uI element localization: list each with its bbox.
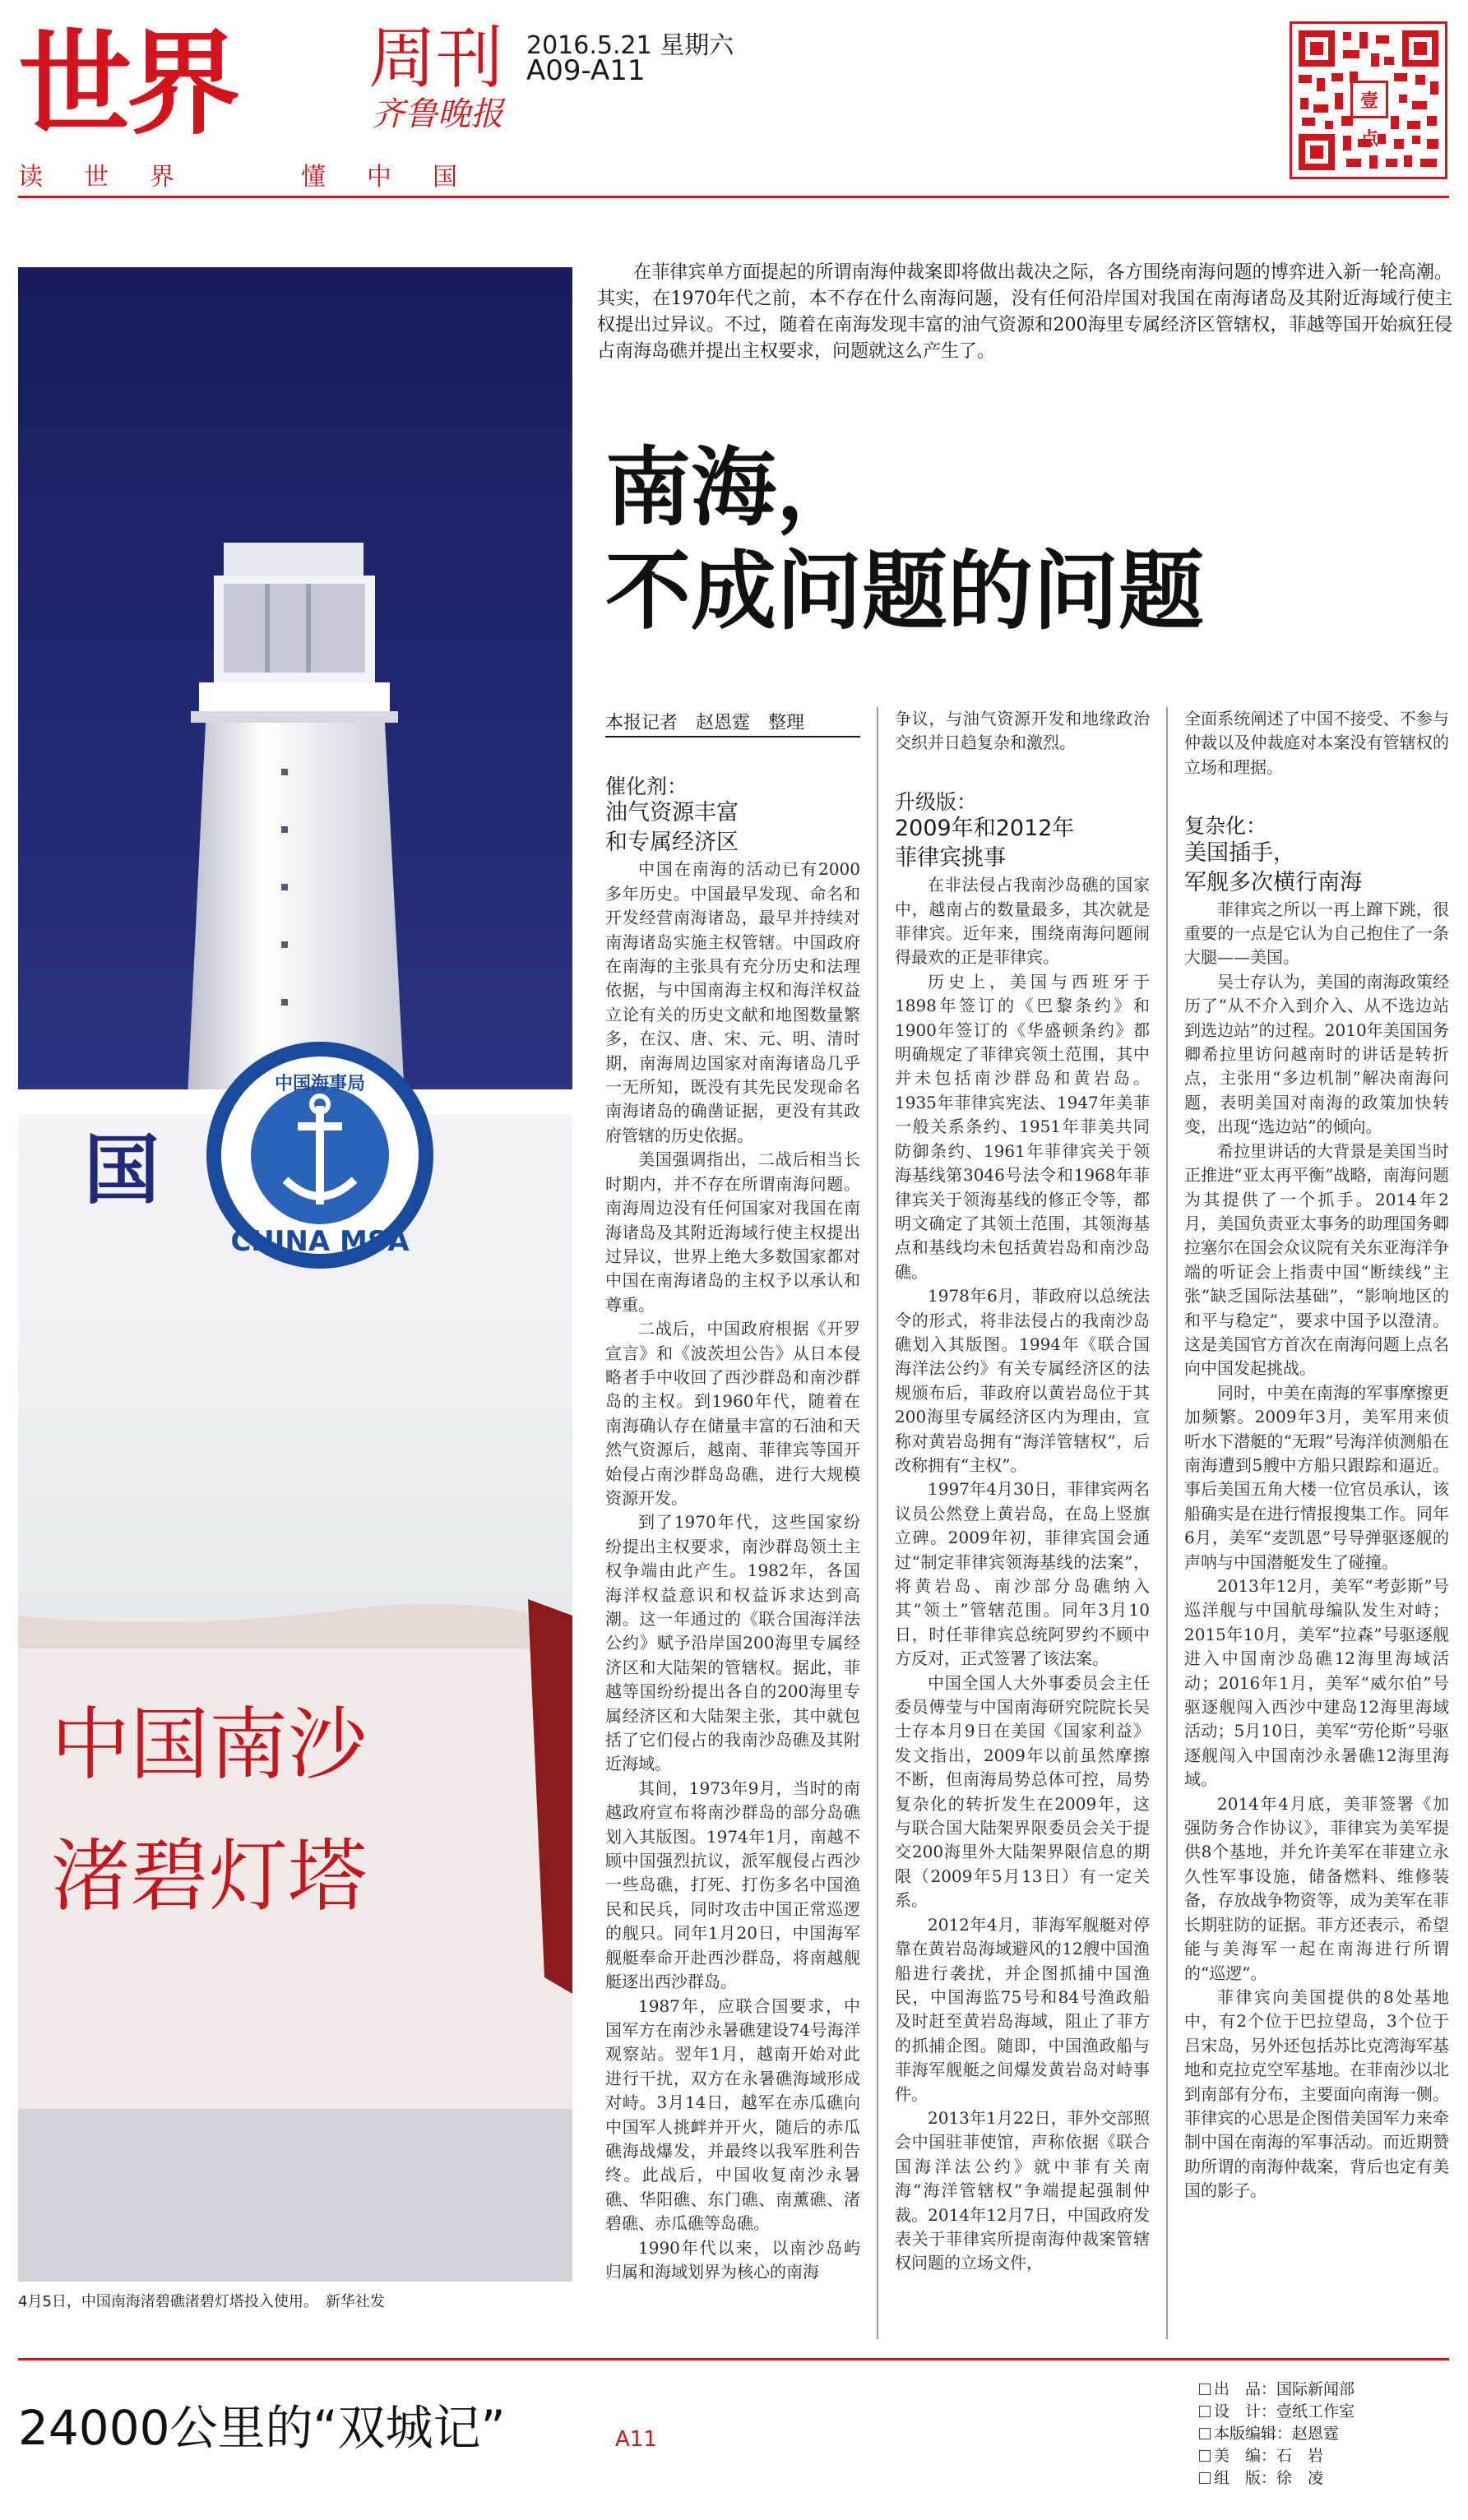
- masthead-logo: 世界: [18, 18, 236, 150]
- paragraph: 在非法侵占我南沙岛礁的国家中，越南占的数量最多，其次就是菲律宾。近年来，围绕南海问题闹得最欢的正是菲律宾。: [895, 875, 1150, 968]
- paragraph: 2013年1月22日，菲外交部照会中国驻菲使馆，声称依据《联合国海洋法公约》就中菲有关南海“海洋管辖权”争端提起强制仲裁。2014年12月7日，中国政府发表关于菲律宾所提南海仲裁案管辖权问题的立场文件，: [895, 2107, 1150, 2273]
- section-title: [895, 814, 1150, 873]
- article-intro: 在菲律宾单方面提起的所谓南海仲裁案即将做出裁决之际，各方围绕南海问题的博弈进入新一轮高潮。其实，在1970年代之前，本不存在什么南海问题，没有任何沿岸国对我国在南海诸岛及其附近海域行使主权提出过异议。不过，随着在南海发现丰富的油气资源和200海里专属经济区管辖权，菲越等国开始疯狂侵占南海岛礁并提出主权要求，问题就这么产生了。: [597, 262, 1452, 362]
- paragraph: 2013年12月，美军“考彭斯”号巡洋舰与中国航母编队发生对峙；2015年10月，美军“拉森”号驱逐舰进入中国南沙岛礁12海里海域活动；2016年1月，美军“威尔伯”号驱逐舰闯入西沙中建岛12海里海域活动；5月10日，美军“劳伦斯”号驱逐舰闯入中国南沙永暑礁12海里海域。: [1184, 1576, 1449, 1790]
- credit-line: 美 编：石 岩: [1199, 2445, 1446, 2467]
- headline-line-1: 南海，: [605, 437, 863, 538]
- paragraph: 1978年6月，菲政府以总统法令的形式，将非法侵占的我南沙岛礁划入其版图。1994年《联合国海洋法公约》有关专属经济区的法规颁布后，菲政府以黄岩岛位于其200海里专属经济区内为理由，宣称对黄岩岛拥有“海洋管辖权”，后改称拥有“主权”。: [895, 1286, 1150, 1475]
- paragraph: 吴士存认为，美国的南海政策经历了“从不介入到介入、从不选边站到选边站”的过程。2010年美国国务卿希拉里访问越南时的讲话是转折点，主张用“多边机制”解决南海问题，表明美国对南海的政策加快转变，出现“选边站”的倾向。: [1184, 971, 1449, 1137]
- section-kicker: 催化剂：: [605, 774, 688, 798]
- banner-line-1: 中国南沙: [51, 1699, 367, 1791]
- paragraph: 中国在南海的活动已有2000多年历史。中国最早发现、命名和开发经营南海诸岛，最早并持续对南海诸岛实施主权管辖。中国政府在南海的主张具有充分历史和法理依据，与中国南海主权和海洋权益立论有关的历史文献和地图数量繁多，在汉、唐、宋、元、明、清时期，南海周边国家对南海诸岛几乎一无所知，既没有其先民发现命名南海诸岛的确凿证据，更没有其政府管辖的历史依据。: [605, 859, 860, 1145]
- section-title-line: 美国插手，: [1184, 839, 1295, 866]
- paragraph: 2014年4月底，美菲签署《加强防务合作协议》，菲律宾为美军提供8个基地，并允许美军在菲建立永久性军事设施，储备燃料、维修装备，存放战争物资等，成为美军在菲长期驻防的证据。菲方还表示，希望能与美海军一起在南海进行所谓的“巡逻”。: [1184, 1793, 1449, 1983]
- byline: 本报记者 赵恩霆 整理: [605, 713, 805, 733]
- credits-box: [1199, 2379, 1446, 2490]
- emblem-top-text: 中国海事局: [274, 1074, 366, 1094]
- masthead-rule: [18, 196, 1449, 198]
- article-column-2: [895, 707, 1150, 2341]
- footer-rule: [18, 2358, 1449, 2360]
- article-headline: [605, 436, 1204, 643]
- masthead-slogan: [18, 156, 498, 192]
- paragraph: 2012年4月，菲海军舰艇对停靠在黄岩岛海域避风的12艘中国渔船进行袭扰，并企图抓捕中国渔民，中国海监75号和84号渔政船及时赶至黄岩岛海域，阻止了菲方的抓捕企图。随即，中国渔政船与菲海军舰艇之间爆发黄岩岛对峙事件。: [895, 1914, 1150, 2104]
- paragraph: 菲律宾向美国提供的8处基地中，有2个位于巴拉望岛，3个位于吕宋岛，另外还包括苏比克湾海军基地和克拉克空军基地。在菲南沙以北到南部有分布，主要面向南海一侧。菲律宾的心思是企图借美国军力来牵制中国在南海的军事活动。而近期赞助所谓的南海仲裁案，背后也定有美国的影子。: [1184, 1986, 1449, 2201]
- slogan-char: 读: [18, 163, 46, 192]
- masthead-brand: 齐鲁晚报: [372, 95, 503, 133]
- section-title: [1184, 839, 1449, 898]
- article-column-1: [605, 774, 860, 2341]
- paragraph: 同时，中美在南海的军事摩擦更加频繁。2009年3月，美军用来侦听水下潜艇的“无瑕”号海洋侦测船在南海遭到5艘中方船只跟踪和逼近。事后美国五角大楼一位官员承认，该船确实是在进行情报搜集工作。同年6月，美军“麦凯恩”号导弹驱逐舰的声呐与中国潜艇发生了碰撞。: [1184, 1382, 1449, 1572]
- paragraph-continued: 争议，与油气资源开发和地缘政治交织并日趋复杂和激烈。: [895, 709, 1150, 753]
- paragraph: 菲律宾之所以一再上蹿下跳，很重要的一点是它认为自己抱住了一条大腿——美国。: [1184, 899, 1449, 968]
- issue-date: 2016.5.21 星期六: [526, 31, 734, 60]
- credit-line: 组 版：徐 凌: [1199, 2467, 1446, 2490]
- slogan-char: 中: [367, 163, 395, 192]
- section-title-line: 油气资源丰富: [605, 800, 739, 826]
- lighthouse-photo: [18, 267, 572, 2282]
- emblem-bottom-text: CHINA MSA: [230, 1225, 410, 1258]
- svg-text:国: 国: [84, 1126, 160, 1214]
- paragraph: 美国强调指出，二战后相当长时期内，并不存在所谓南海问题。南海周边没有任何国家对我国在南海诸岛及其附近海域行使主权提出过异议，世界上绝大多数国家都对中国在南海诸岛的主权予以承认和尊重。: [605, 1149, 860, 1315]
- section-title: [605, 798, 860, 858]
- credit-line: 本版编辑：赵恩霆: [1199, 2423, 1446, 2445]
- paragraph: 历史上，美国与西班牙于1898年签订的《巴黎条约》和1900年签订的《华盛顿条约》都明确规定了菲律宾领土范围，其中并未包括南沙群岛和黄岩岛。1935年菲律宾宪法、1947年美菲一般关系条约、1951年菲美共同防御条约、1961年菲律宾关于领海基线第3046号法令和1968年菲律宾关于领海基线的修正令等，都明文确定了其领土范围，其领海基点和基线均未包括黄岩岛和南沙岛礁。: [895, 971, 1150, 1282]
- section-kicker: 升级版：: [895, 789, 978, 814]
- credit-line: 设 计：壹纸工作室: [1199, 2401, 1446, 2423]
- paragraph: 二战后，中国政府根据《开罗宣言》和《波茨坦公告》从日本侵略者手中收回了西沙群岛和南沙群岛的主权。到1960年代，随着在南海确认存在储量丰富的石油和天然气资源后，越南、菲律宾等国开始侵占南沙群岛岛礁，进行大规模资源开发。: [605, 1319, 860, 1508]
- section-title-line: 菲律宾挑事: [895, 845, 1006, 872]
- section-title-line: 2009年和2012年: [895, 816, 1075, 842]
- page-range: A09-A11: [526, 54, 646, 87]
- slogan-char: 懂: [301, 163, 329, 192]
- paragraph: 其间，1973年9月，当时的南越政府宣布将南沙群岛的部分岛礁划入其版图。1974年1月，南越不顾中国强烈抗议，派军舰侵占西沙一些岛礁，打死、打伤多名中国渔民和民兵，同时攻击中国正常巡逻的舰只。同年1月20日，中国海军舰艇奉命开赴西沙群岛，将南越舰艇逐出西沙群岛。: [605, 1778, 860, 1992]
- byline-rule: [605, 736, 860, 738]
- section-title-line: 和专属经济区: [605, 830, 739, 856]
- next-story-teaser[interactable]: 24000公里的“双城记”: [18, 2400, 506, 2456]
- headline-line-2: 不成问题的问题: [605, 541, 1205, 641]
- paragraph: 1987年，应联合国要求，中国军方在南沙永暑礁建设74号海洋观察站。翌年1月，越南开始对此进行干扰，双方在永暑礁海域形成对峙。3月14日，越军在赤瓜礁向中国军人挑衅并开火，随后的赤瓜礁海战爆发，并最终以我军胜利告终。此战后，中国收复南沙永暑礁、华阳礁、东门礁、南薰礁、渚碧礁、赤瓜礁等岛礁。: [605, 1995, 860, 2234]
- qr-badge: 壹点: [1350, 81, 1388, 118]
- paragraph-continued: 全面系统阐述了中国不接受、不参与仲裁以及仲裁庭对本案没有管辖权的立场和理据。: [1184, 709, 1449, 777]
- banner-line-2: 渚碧灯塔: [51, 1830, 367, 1922]
- slogan-char: 国: [433, 163, 461, 192]
- paragraph: 希拉里讲话的大背景是美国当时正推进“亚太再平衡”战略，南海问题为其提供了一个抓手。2014年2月，美国负责亚太事务的助理国务卿拉塞尔在国会众议院有关东亚海洋争端的听证会上指责中国“断续线”主张“缺乏国际法基础”，“影响地区的和平与稳定”，要求中国予以澄清。这是美国官方首次在南海问题上点名向中国发起挑战。: [1184, 1140, 1449, 1379]
- paragraph: 1997年4月30日，菲律宾两名议员公然登上黄岩岛，在岛上竖旗立碑。2009年初，菲律宾国会通过“制定菲律宾领海基线的法案”，将黄岩岛、南沙部分岛礁纳入其“领土”管辖范围。同年3月10日，时任菲律宾总统阿罗约不顾中方反对，正式签署了该法案。: [895, 1479, 1150, 1669]
- section-title-line: 军舰多次横行南海: [1184, 869, 1362, 895]
- section-kicker: 复杂化：: [1184, 814, 1267, 839]
- column-divider: [1166, 707, 1168, 2339]
- slogan-char: 界: [150, 163, 178, 192]
- paragraph: 到了1970年代，这些国家纷纷提出主权要求，南沙群岛领土主权争端由此产生。1982年，各国海洋权益意识和权益诉求达到高潮。这一年通过的《联合国海洋法公约》赋予沿岸国200海里专属经济区和大陆架的管辖权。据此，菲越等国纷纷提出各自的200海里专属经济区和大陆架主张，其中就包括了它们侵占的我南沙岛礁及其附近海域。: [605, 1512, 860, 1774]
- paragraph: 中国全国人大外事委员会主任委员傅莹与中国南海研究院院长吴士存本月9日在美国《国家利益》发文指出，2009年以前虽然摩擦不断，但南海局势总体可控，局势复杂化的转折发生在2009年，这与联合国大陆架界限委员会关于提交200海里外大陆架界限信息的期限（2009年5月13日）有一定关系。: [895, 1672, 1150, 1911]
- column-divider: [877, 707, 878, 2339]
- article-column-3: [1184, 707, 1449, 2341]
- photo-caption: 4月5日，中国南海渚碧礁渚碧灯塔投入使用。 新华社发: [18, 2293, 385, 2310]
- paragraph: 1990年代以来，以南沙岛屿归属和海域划界为核心的南海: [605, 2237, 860, 2282]
- credit-line: 出 品：国际新闻部: [1199, 2379, 1446, 2401]
- slogan-char: 世: [84, 163, 112, 192]
- masthead-weekly: 周刊: [368, 20, 504, 98]
- next-story-page: A11: [615, 2427, 657, 2452]
